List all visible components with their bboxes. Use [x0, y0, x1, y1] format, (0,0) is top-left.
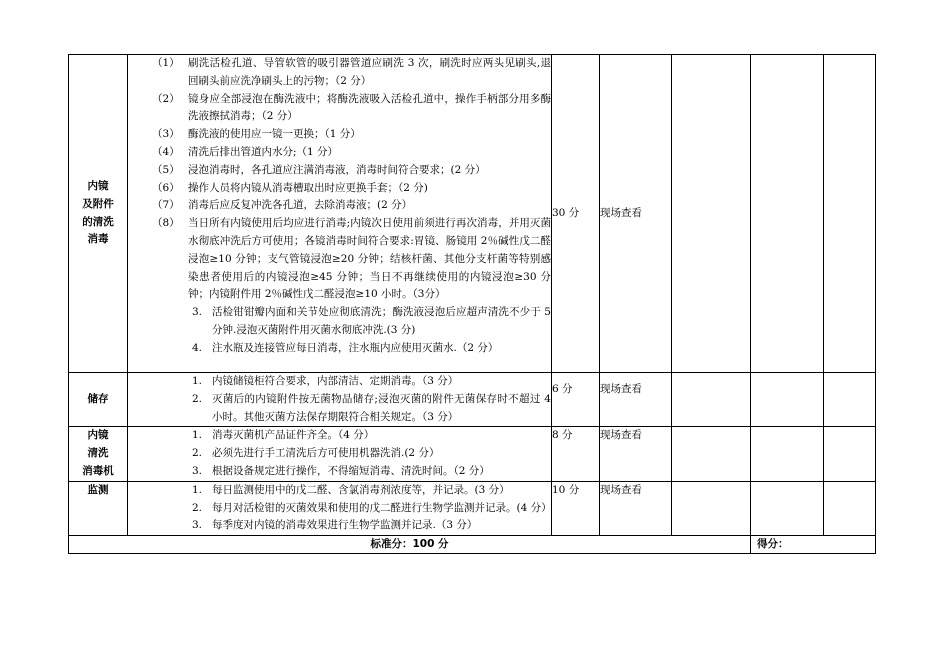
list-item: 3. 活检钳钳瓣内面和关节处应彻底清洗；酶洗液浸泡后应超声清洗不少于 5 分钟.浸泡灭菌附件用灭菌水彻底冲洗.(3 分)	[192, 306, 551, 336]
sub-item: （3） 酶洗液的使用应一镜一更换；（1 分）	[152, 128, 361, 141]
blank-cell	[751, 55, 824, 373]
category-line: 内镜	[87, 179, 109, 192]
content-cell	[128, 427, 552, 481]
blank-cell	[824, 55, 876, 373]
category-cell	[69, 373, 128, 427]
category-cell	[69, 427, 128, 481]
category-line: 消毒机	[82, 464, 114, 477]
list-item: 1. 每日监测使用中的戊二醛、含氯消毒剂浓度等，并记录。(3 分）	[192, 483, 510, 496]
sub-item: （4） 清洗后排出管道内水分;（1 分）	[152, 145, 339, 158]
category-line: 储存	[87, 392, 109, 405]
blank-cell	[751, 427, 824, 481]
category-cell	[69, 55, 128, 373]
blank-cell	[672, 55, 751, 373]
blank-cell	[824, 373, 876, 427]
sub-item: （8） 当日所有内镜使用后均应进行消毒;内镜次日使用前须进行再次消毒，并用灭菌水彻底冲洗后方可使用；各镜消毒时间符合要求:胃镜、肠镜用 2％碱性戊二醛浸泡≥10 分钟；支气管镜浸泡≥20 分钟；结核杆菌、其他分支杆菌等特别感染患者使用后的内镜浸泡≥45 分钟；当日不再继续使用的内镜浸泡≥30 分钟；内镜附件用 2％碱性戊二醛浸泡≥10 小时。（3分）	[152, 217, 551, 301]
section-row-monitoring	[69, 481, 876, 535]
standard-score: 标准分：100 分	[69, 536, 751, 554]
content-cell	[128, 481, 552, 535]
content-cell	[128, 55, 552, 373]
list-item: 1. 消毒灭菌机产品证件齐全。（4 分）	[192, 429, 375, 442]
section-row-cleaning	[69, 55, 876, 373]
blank-cell	[824, 427, 876, 481]
sub-item: （7） 消毒后应反复冲洗各孔道，去除消毒液；(2 分）	[152, 199, 413, 212]
category-cell	[69, 481, 128, 535]
blank-cell	[672, 481, 751, 535]
category-line: 清洗	[87, 447, 109, 460]
sub-item: （5） 浸泡消毒时，各孔道应注满消毒液，消毒时间符合要求；(2 分）	[152, 163, 486, 176]
category-line: 的清洗	[82, 215, 114, 228]
sub-item: （1） 刷洗活检孔道、导管软管的吸引器管道应刷洗 3 次，刷洗时应两头见刷头,退回刷头前应洗净刷头上的污物；（2 分）	[152, 57, 551, 87]
category-line: 监测	[87, 483, 109, 496]
method-cell: 现场查看	[600, 427, 672, 481]
list-item: 1. 内镜储镜柜符合要求，内部清洁、定期消毒。（3 分）	[192, 375, 459, 387]
score-cell: 6 分	[552, 373, 600, 427]
score-cell: 30 分	[552, 55, 600, 373]
list-item: 4. 注水瓶及连接管应每日消毒，注水瓶内应使用灭菌水.（2 分）	[192, 341, 499, 354]
score-cell: 10 分	[552, 481, 600, 535]
blank-cell	[751, 481, 824, 535]
inspection-table	[68, 54, 876, 554]
obtained-score: 得分：	[751, 536, 876, 554]
blank-cell	[824, 481, 876, 535]
category-line: 及附件	[82, 197, 114, 210]
list-item: 3. 根据设备规定进行操作，不得缩短消毒、清洗时间。（2 分）	[192, 464, 490, 477]
method-cell: 现场查看	[600, 481, 672, 535]
category-line: 消毒	[87, 233, 109, 246]
score-cell: 8 分	[552, 427, 600, 481]
method-cell: 现场查看	[600, 55, 672, 373]
method-cell: 现场查看	[600, 373, 672, 427]
section-row-storage	[69, 373, 876, 427]
blank-cell	[672, 373, 751, 427]
blank-cell	[672, 427, 751, 481]
list-item: 2. 灭菌后的内镜附件按无菌物品储存;浸泡灭菌的附件无菌保存时不超过 4 小时。其他灭菌方法保存期限符合相关规定。（3 分）	[192, 392, 551, 423]
total-row	[69, 536, 876, 554]
section-row-machine	[69, 427, 876, 481]
category-line: 内镜	[87, 429, 109, 442]
content-cell	[128, 373, 552, 427]
blank-cell	[751, 373, 824, 427]
list-item: 3. 每季度对内镜的消毒效果进行生物学监测并记录.（3 分）	[192, 519, 478, 532]
list-item: 2. 必须先进行手工清洗后方可使用机器洗消.(2 分）	[192, 447, 440, 460]
list-item: 2. 每月对活检钳的灭菌效果和使用的戊二醛进行生物学监测并记录。(4 分）	[192, 501, 552, 514]
sub-item: （2） 镜身应全部浸泡在酶洗液中；将酶洗液吸入活检孔道中，操作手柄部分用多酶洗液擦拭消毒；（2 分）	[152, 92, 551, 123]
sub-item: （6） 操作人员将内镜从消毒槽取出时应更换手套；（2 分)	[152, 181, 428, 194]
